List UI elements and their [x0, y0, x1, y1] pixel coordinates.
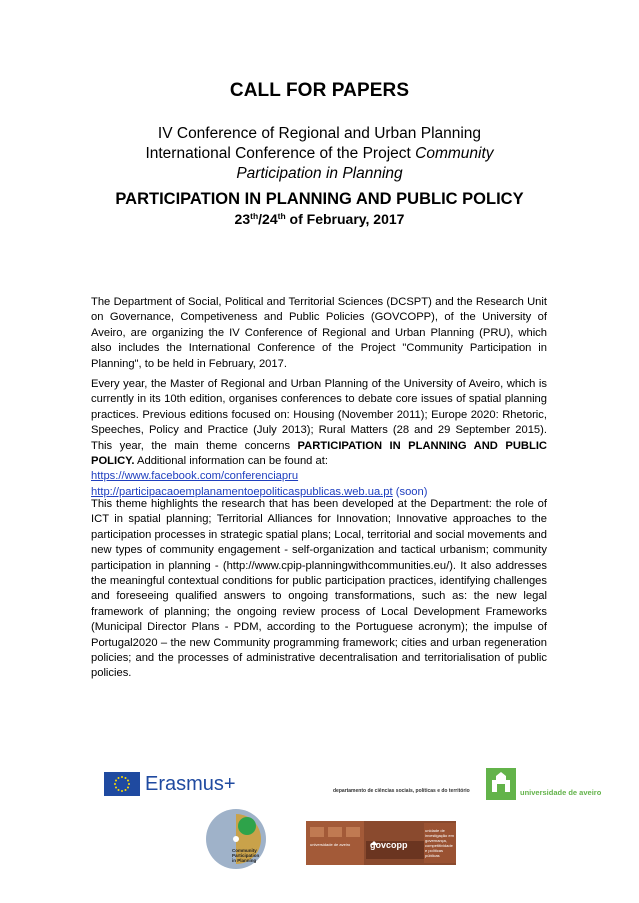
facebook-link[interactable]: https://www.facebook.com/conferenciapru [91, 470, 299, 483]
erasmus-logo-text: Erasmus+ [145, 773, 236, 795]
conference-line-3 [60, 163, 579, 184]
date-sup2: th [277, 211, 286, 221]
paragraph-intro: The Department of Social, Political and Territorial Sciences (DCSPT) and the Research Unit on Governance, Competiveness and Public Policies (GOVCOPP), of the University of Aveiro, are organizing the IV Conference of Regional and Urban Planning (PRU), which also includes the International Conference of the Project "Community Participation in Planning", to be held in February, 2017. [91, 296, 547, 370]
govcopp-logo-text: govcopp [370, 840, 408, 850]
conference-date [0, 211, 639, 227]
date-day1: 23 [234, 211, 251, 227]
date-sup1: th [250, 211, 259, 221]
website-link[interactable]: http://participacaoemplanamentoepoliticaspublicas.web.ua.pt [91, 485, 393, 498]
university-logo-text: universidade de aveiro [520, 788, 602, 797]
page-title: CALL FOR PAPERS [229, 80, 410, 101]
soon-note: (soon) [392, 485, 428, 498]
conference-line-2 [60, 143, 579, 164]
link-line-1 [91, 469, 547, 484]
date-sep: /24 [258, 211, 278, 227]
community-participation-logo-text: Community Participation in Planning [232, 848, 260, 863]
govcopp-subtitle: unidade de investigação em governança, competitividade e políticas públicas [425, 828, 454, 858]
paragraph-editions-text: Every year, the Master of Regional and Urban Planning of the University of Aveiro, which is currently in its 10th edition, organises conferences to debate core issues of spatial planning practices. Previous editions focused on: Housing (November 2011); Europe 2020: Rhetoric, Speeches, Policy and Practice (July 2013); Rural Matters (28 and 29 September 2015). This year, the main theme concerns [91, 378, 547, 452]
paragraph-editions-bold: PARTICIPATION IN PLANNING AND PUBLIC POLICY. [91, 439, 548, 468]
paragraph-theme: This theme highlights the research that has been developed at the Department: the role of ICT in spatial planning; Territorial Alliances for Innovation; Innovative approaches to the participation processes in strategic spatial plans; Local, territorial and social movements and new types of community engagement - self-organization and tactical urbanism; community participation in planning - (http://www.cpip-planningwithcommunities.eu/). It also addresses the meaningful contextual conditions for public participation practices, identifying challenges and foreseeing qualified answers to ongoing transformations, such as: the new legal framework of planning; the ongoing review process of Local Development Frameworks (Municipal Director Plans - PDM, according to the Portuguese acronym); the impulse of Portugal2020 – the new Community programming framework; cities and urban regeneration policies; and the processes of administrative decentralisation and territorialisation of public policies. [91, 498, 547, 680]
conference-line-2-prefix: International Conference of the Project [145, 145, 416, 162]
department-logo-text: departamento de ciências sociais, políticas e do território [333, 788, 470, 794]
eu-flag-logo [104, 772, 140, 796]
university-banner-text: universidade de aveiro [310, 842, 351, 847]
conference-line-1: IV Conference of Regional and Urban Planning [157, 125, 482, 142]
university-logo-icon [486, 768, 516, 800]
conference-line-2-italic: Community [415, 145, 494, 162]
conference-theme: PARTICIPATION IN PLANNING AND PUBLIC POLICY [115, 190, 524, 208]
date-rest: of February, 2017 [285, 211, 405, 227]
paragraph-editions-after: Additional information can be found at: [134, 455, 328, 468]
paragraph-editions [91, 377, 547, 500]
conference-line-3-italic: Participation in Planning [236, 165, 403, 182]
